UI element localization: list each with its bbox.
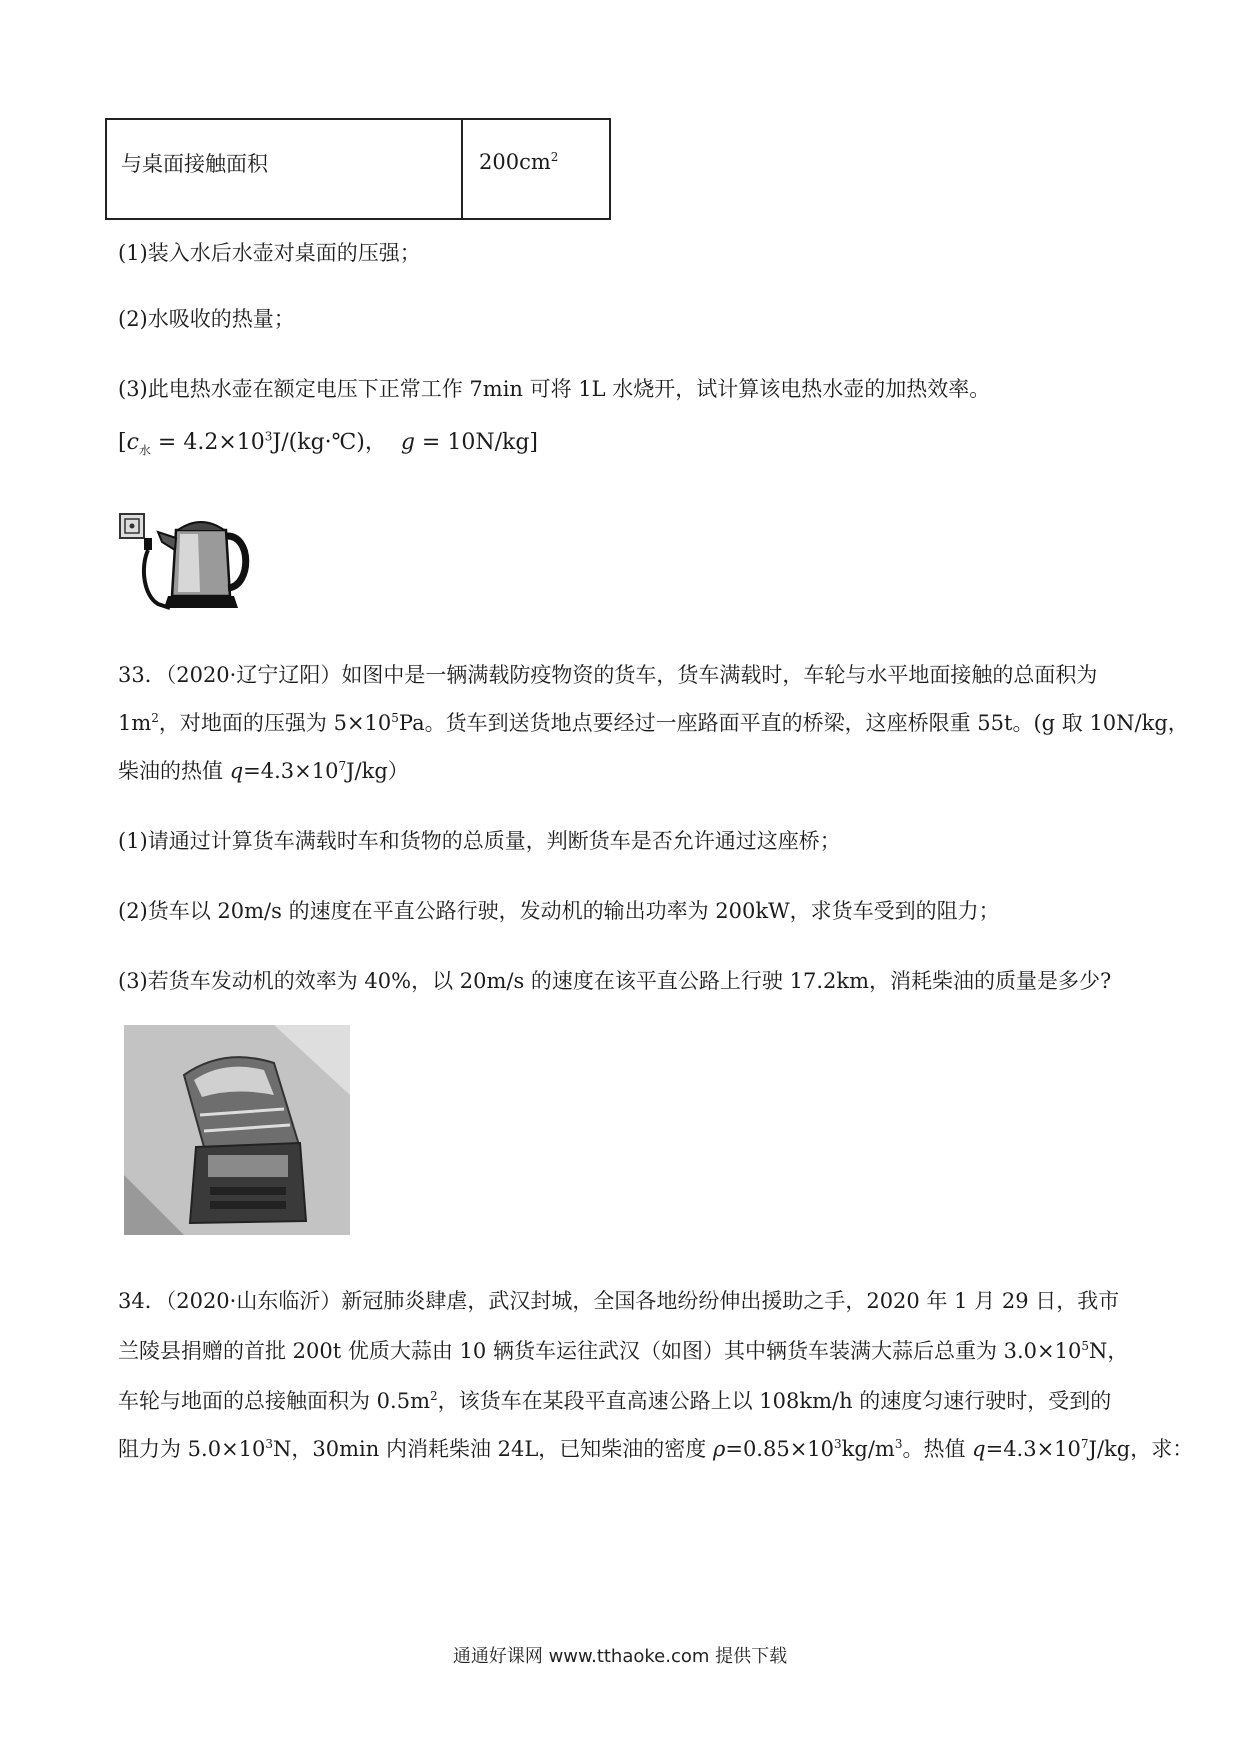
q34-resistance: 阻力为 5.0×10 <box>118 1437 266 1461</box>
q33-heat-value-label: 柴油的热值 <box>118 759 230 783</box>
contact-area-value: 200cm <box>479 150 551 174</box>
q32-part1: (1)装入水后水壶对桌面的压强； <box>118 241 421 265</box>
formula-c-value: = 4.2×10 <box>150 430 265 455</box>
formula-g-value: = 10N/kg] <box>414 430 539 455</box>
q34-weight-unit: N， <box>1088 1339 1129 1363</box>
kettle-illustration <box>118 508 268 620</box>
q34-stem-line3 <box>118 1386 1111 1416</box>
q33-stem-line3 <box>118 756 409 786</box>
truck-image <box>124 1025 350 1235</box>
q34-density: =0.85×10 <box>725 1437 835 1461</box>
table-cell-label <box>106 119 462 219</box>
q33-part1: (1)请通过计算货车满载时车和货物的总质量，判断货车是否允许通过这座桥； <box>118 829 841 853</box>
q33-part3: (3)若货车发动机的效率为 40%，以 20m/s 的速度在该平直公路上行驶 17.2km，消耗柴油的质量是多少? <box>118 969 1112 993</box>
q34-rho-symbol: ρ <box>712 1437 726 1461</box>
formula-c: c <box>126 430 139 455</box>
q34-heat-unit: J/kg，求： <box>1088 1437 1194 1461</box>
q34-q-symbol: q <box>972 1437 986 1461</box>
q34-area-exp: 2 <box>429 1389 438 1403</box>
q34-stem-line2 <box>118 1336 1128 1366</box>
contact-area-unit-exp: 2 <box>550 150 559 164</box>
table-cell-value <box>462 119 610 219</box>
q34-heat-label: 。热值 <box>902 1437 973 1461</box>
q33-stem-line2 <box>118 708 1189 738</box>
q33-bridge: Pa。货车到送货地点要经过一座路面平直的桥梁，这座桥限重 55t。(g 取 10N/kg， <box>398 711 1189 735</box>
q34-heat-exp: 7 <box>1080 1437 1089 1451</box>
contact-area-label: 与桌面接触面积 <box>121 152 268 176</box>
kettle-figure <box>118 508 268 620</box>
q32-formula <box>118 428 538 458</box>
q33-part2: (2)货车以 20m/s 的速度在平直公路行驶，发动机的输出功率为 200kW，求货车受到的阻力； <box>118 899 1000 923</box>
q33-stem-line1: 33．（2020·辽宁辽阳）如图中是一辆满载防疫物资的货车，货车满载时，车轮与水平地面接触的总面积为 <box>118 663 1098 687</box>
q33-pressure: ，对地面的压强为 5×10 <box>158 711 392 735</box>
q33-heat-exp: 7 <box>338 759 347 773</box>
q34-weight: 兰陵县捐赠的首批 200t 优质大蒜由 10 辆货车运往武汉（如图）其中辆货车装满大蒜后总重为 3.0×10 <box>118 1339 1082 1363</box>
page-footer: 通通好课网 www.tthaoke.com 提供下载 <box>452 1646 788 1667</box>
q33-q-symbol: q <box>229 759 244 783</box>
q34-resistance-exp: 3 <box>265 1437 274 1451</box>
q34-density-unit: kg/m <box>841 1437 895 1461</box>
q34-density-exp: 3 <box>834 1437 842 1451</box>
table-row <box>106 119 610 219</box>
formula-open-bracket: [ <box>118 430 127 455</box>
q34-stem-line4 <box>118 1434 1193 1464</box>
q33-pressure-exp: 5 <box>391 711 399 725</box>
q33-heat-value: =4.3×10 <box>243 759 339 783</box>
formula-c-sub: 水 <box>138 443 151 458</box>
formula-g: g <box>400 430 415 455</box>
truck-photo <box>124 1025 350 1235</box>
q32-part2: (2)水吸收的热量； <box>118 307 295 331</box>
q34-heat-value: =4.3×10 <box>985 1437 1081 1461</box>
q33-area: 1m <box>118 711 152 735</box>
q34-density-unit-exp: 3 <box>894 1437 903 1451</box>
plug-icon <box>144 538 152 550</box>
formula-c-unit: J/(kg·℃)， <box>272 430 387 455</box>
q32-part3: (3)此电热水壶在额定电压下正常工作 7min 可将 1L 水烧开，试计算该电热水壶的加热效率。 <box>118 377 991 401</box>
formula-c-exp: 3 <box>264 429 273 444</box>
q33-heat-unit: J/kg） <box>346 759 409 783</box>
q34-fuel: N，30min 内消耗柴油 24L，已知柴油的密度 <box>273 1437 713 1461</box>
spec-table <box>105 118 611 220</box>
q34-stem-line1: 34．（2020·山东临沂）新冠肺炎肆虐，武汉封城，全国各地纷纷伸出援助之手，2020 年 1 月 29 日，我市 <box>118 1289 1120 1313</box>
q34-weight-exp: 5 <box>1081 1339 1089 1353</box>
q34-area: 车轮与地面的总接触面积为 0.5m <box>118 1389 430 1413</box>
q34-speed: ，该货车在某段平直高速公路上以 108km/h 的速度匀速行驶时，受到的 <box>437 1389 1112 1413</box>
q33-area-exp: 2 <box>151 711 159 725</box>
